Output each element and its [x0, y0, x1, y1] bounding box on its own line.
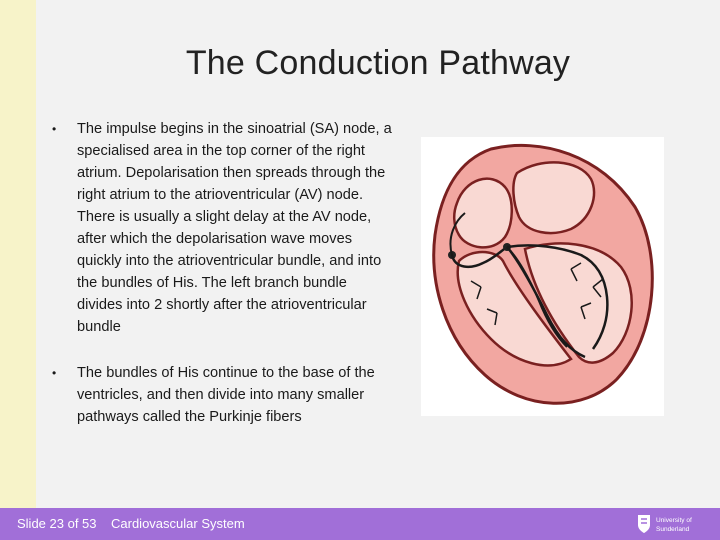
bullet-marker: •: [52, 366, 57, 380]
heart-conduction-icon: [421, 137, 664, 416]
course-name: Cardiovascular System: [111, 516, 245, 531]
bullet-list: [50, 118, 395, 428]
bullet-item: [50, 362, 395, 428]
slide-number: Slide 23 of 53: [17, 516, 97, 531]
slide-title: The Conduction Pathway: [185, 44, 571, 82]
left-accent-band: [0, 0, 36, 508]
bullet-text: The bundles of His continue to the base of the ventricles, and then divide into many smaller pathways called the Purkinje fibers: [77, 365, 375, 425]
university-logo-icon: [634, 511, 714, 537]
heart-diagram: [421, 137, 664, 416]
bullet-text: The impulse begins in the sinoatrial (SA) node, a specialised area in the top corner of the right atrium. Depolarisation then spreads through the right atrium to the atrioventricular (AV) node. There is usually a slight delay at the AV node, after which the depolarisation wave moves quickly into the atrioventricular bundle, and into the bundles of His. The left branch bundle divides into 2 shortly after the atrioventricular bundle: [77, 121, 392, 335]
bullet-item: [50, 118, 395, 338]
bullet-marker: •: [52, 122, 57, 136]
logo-line-1: University of: [656, 517, 692, 524]
footer-bar: [0, 508, 720, 540]
logo-line-2: Sunderland: [656, 526, 690, 533]
